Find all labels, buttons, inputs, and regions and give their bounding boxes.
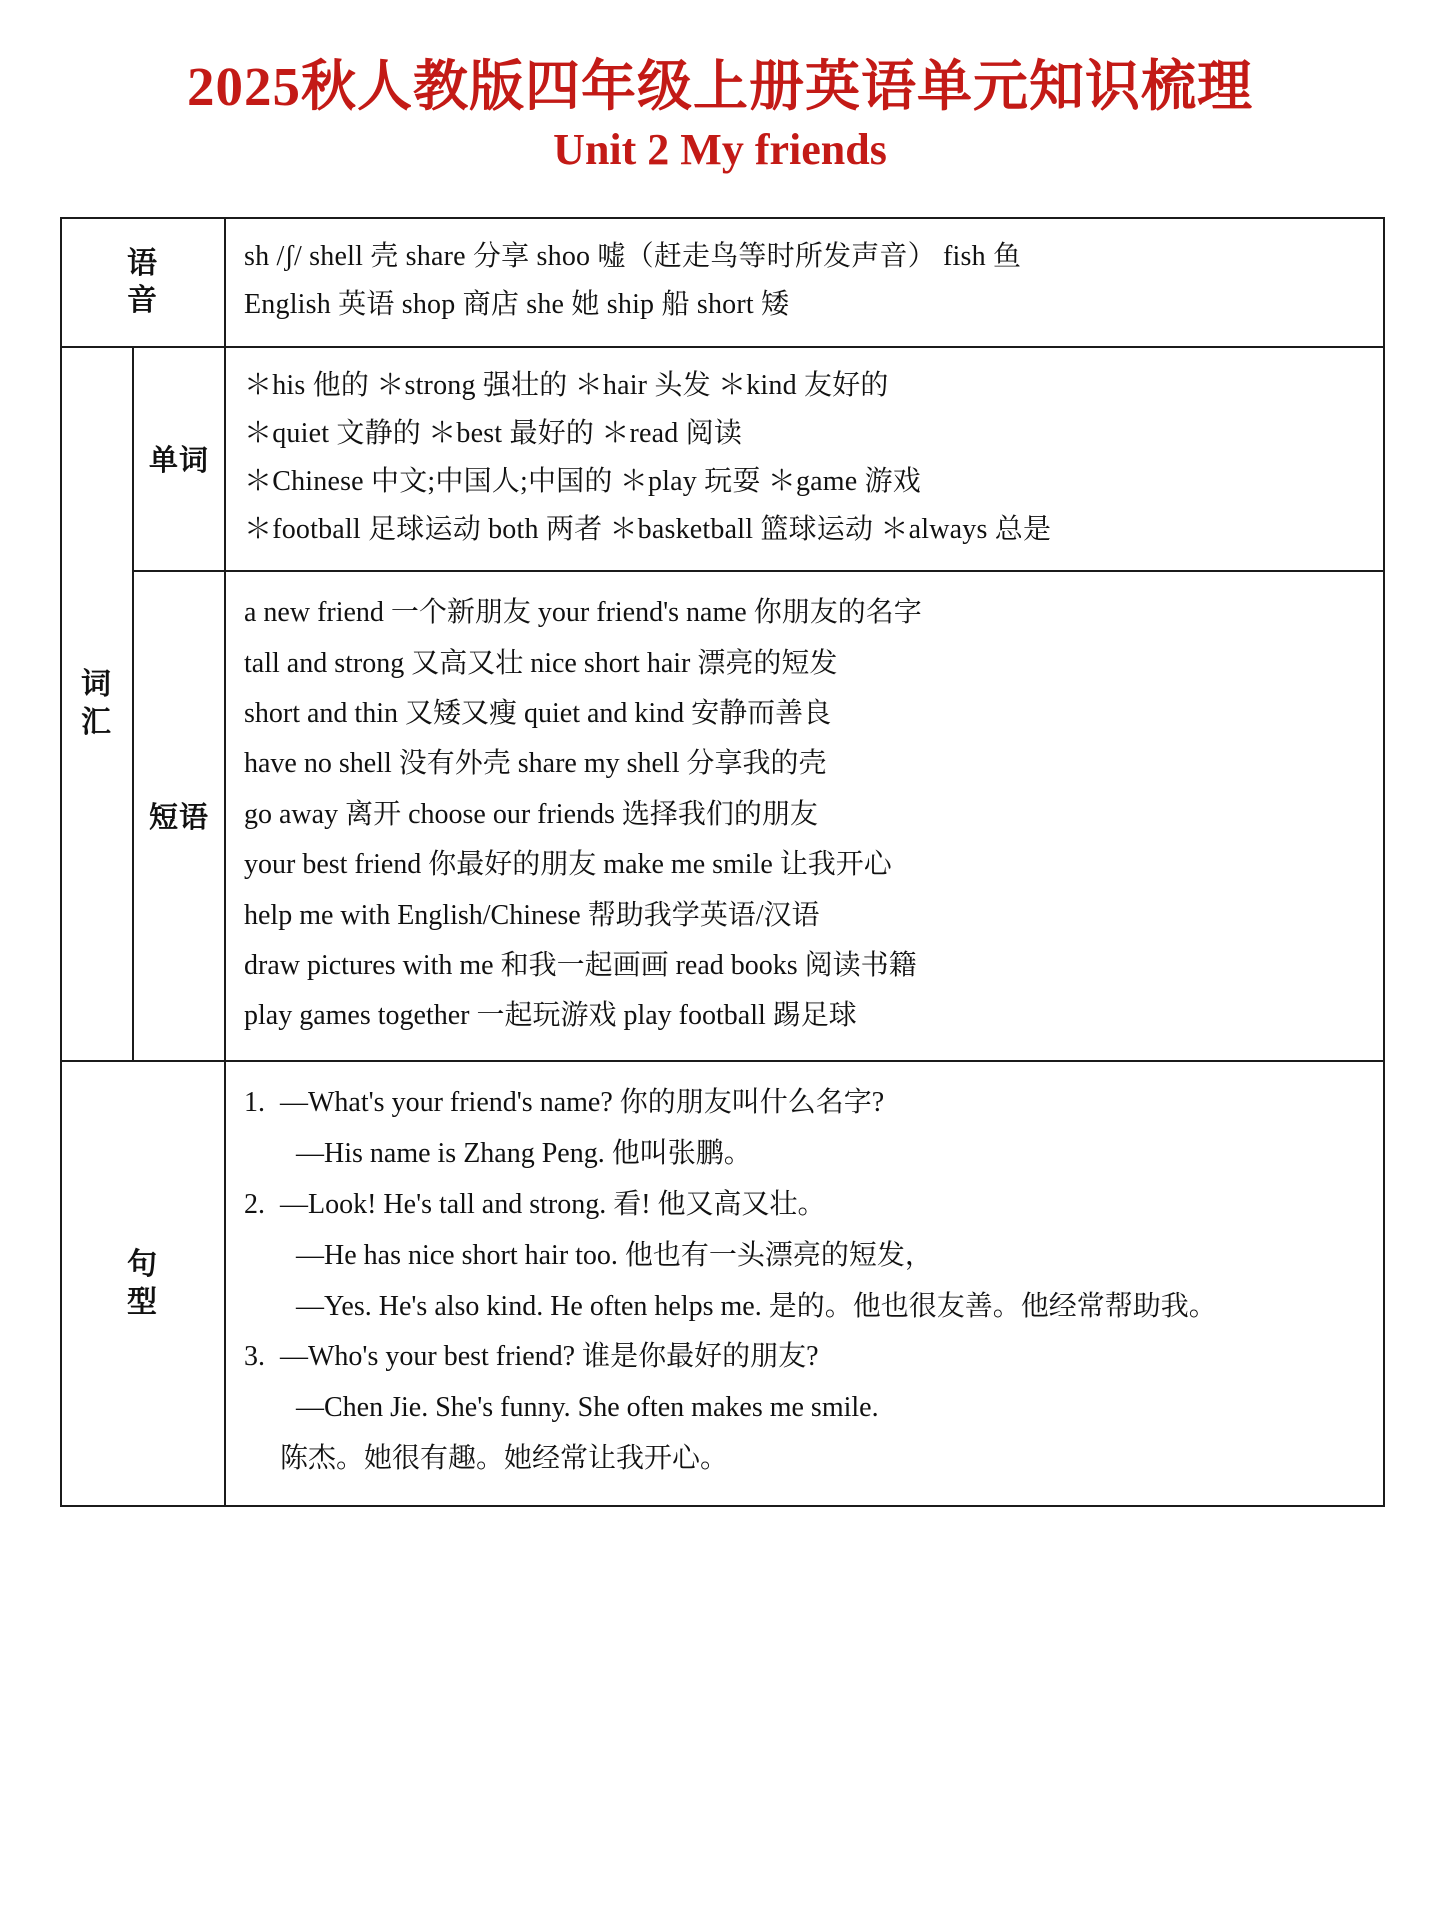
phrase-line: tall and strong 又高又壮 nice short hair 漂亮的短发 [244, 647, 838, 679]
sentence-line: —Chen Jie. She's funny. She often makes me smile. [296, 1392, 879, 1424]
row-label-sentences-char1: 句 [127, 1248, 159, 1282]
row-label-sentences-char2: 型 [127, 1285, 159, 1319]
phrase-line: draw pictures with me 和我一起画画 read books 阅读书籍 [244, 949, 917, 981]
subrow-label-phrases: 短语 [133, 571, 225, 1061]
sentence-line: —Who's your best friend? 谁是你最好的朋友? [280, 1341, 819, 1373]
sentence-number: 3. [244, 1341, 265, 1373]
sentence-item [236, 1180, 1371, 1333]
phrase-line: your best friend 你最好的朋友 make me smile 让我开心 [244, 849, 892, 881]
title-sub-text: Unit 2 My friends [553, 125, 887, 175]
knowledge-table [60, 217, 1385, 1507]
phrase-line: a new friend 一个新朋友 your friend's name 你朋友的名字 [244, 597, 922, 629]
word-line: ＊his 他的 ＊strong 强壮的 ＊hair 头发 ＊kind 友好的 [244, 369, 889, 401]
sentence-line: —His name is Zhang Peng. 他叫张鹏。 [296, 1137, 752, 1169]
table-row-phrases [61, 571, 1384, 1061]
table-row-sentences [61, 1061, 1384, 1507]
sentence-number: 1. [244, 1086, 265, 1118]
phrases-cell [225, 571, 1384, 1061]
page-title [60, 55, 1380, 177]
row-label-phonics [61, 218, 225, 346]
phonics-line: sh /ʃ/ shell 壳 share 分享 shoo 嘘（赶走鸟等时所发声音） fish 鱼 [244, 241, 1022, 273]
row-label-vocabulary-char2: 汇 [81, 705, 113, 739]
row-label-phonics-char2: 音 [127, 284, 159, 318]
sentence-number: 2. [244, 1188, 265, 1220]
sentence-line: —He has nice short hair too. 他也有一头漂亮的短发， [296, 1239, 933, 1271]
word-line: ＊football 足球运动 both 两者 ＊basketball 篮球运动 ＊always 总是 [244, 514, 1052, 546]
sentence-line: —Yes. He's also kind. He often helps me. 是的。他也很友善。他经常帮助我。 [296, 1290, 1217, 1322]
phrase-line: go away 离开 choose our friends 选择我们的朋友 [244, 798, 818, 830]
subrow-label-words: 单词 [133, 347, 225, 572]
phonics-cell [225, 218, 1384, 346]
words-cell [225, 347, 1384, 572]
row-label-sentences [61, 1061, 225, 1507]
sentence-line: 陈杰。她很有趣。她经常让我开心。 [280, 1443, 729, 1475]
sentences-cell [225, 1061, 1384, 1507]
table-row-words [61, 347, 1384, 572]
sentence-item [236, 1332, 1371, 1485]
phrase-line: short and thin 又矮又瘦 quiet and kind 安静而善良 [244, 697, 832, 729]
row-label-vocabulary-char1: 词 [81, 668, 113, 702]
word-line: ＊quiet 文静的 ＊best 最好的 ＊read 阅读 [244, 417, 743, 449]
row-label-phonics-char1: 语 [127, 246, 159, 280]
sentence-line: —Look! He's tall and strong. 看! 他又高又壮。 [280, 1188, 826, 1220]
phrase-line: play games together 一起玩游戏 play football 踢足球 [244, 1000, 857, 1032]
title-main-text: 2025秋人教版四年级上册英语单元知识梳理 [186, 56, 1253, 117]
sentence-item [236, 1078, 1371, 1180]
phrase-line: help me with English/Chinese 帮助我学英语/汉语 [244, 899, 820, 931]
phonics-line: English 英语 shop 商店 she 她 ship 船 short 矮 [244, 289, 790, 321]
sentence-line: —What's your friend's name? 你的朋友叫什么名字? [280, 1086, 885, 1118]
row-label-vocabulary [61, 347, 133, 1061]
table-row-phonics [61, 218, 1384, 346]
word-line: ＊Chinese 中文;中国人;中国的 ＊play 玩耍 ＊game 游戏 [244, 465, 922, 497]
phrase-line: have no shell 没有外壳 share my shell 分享我的壳 [244, 748, 827, 780]
